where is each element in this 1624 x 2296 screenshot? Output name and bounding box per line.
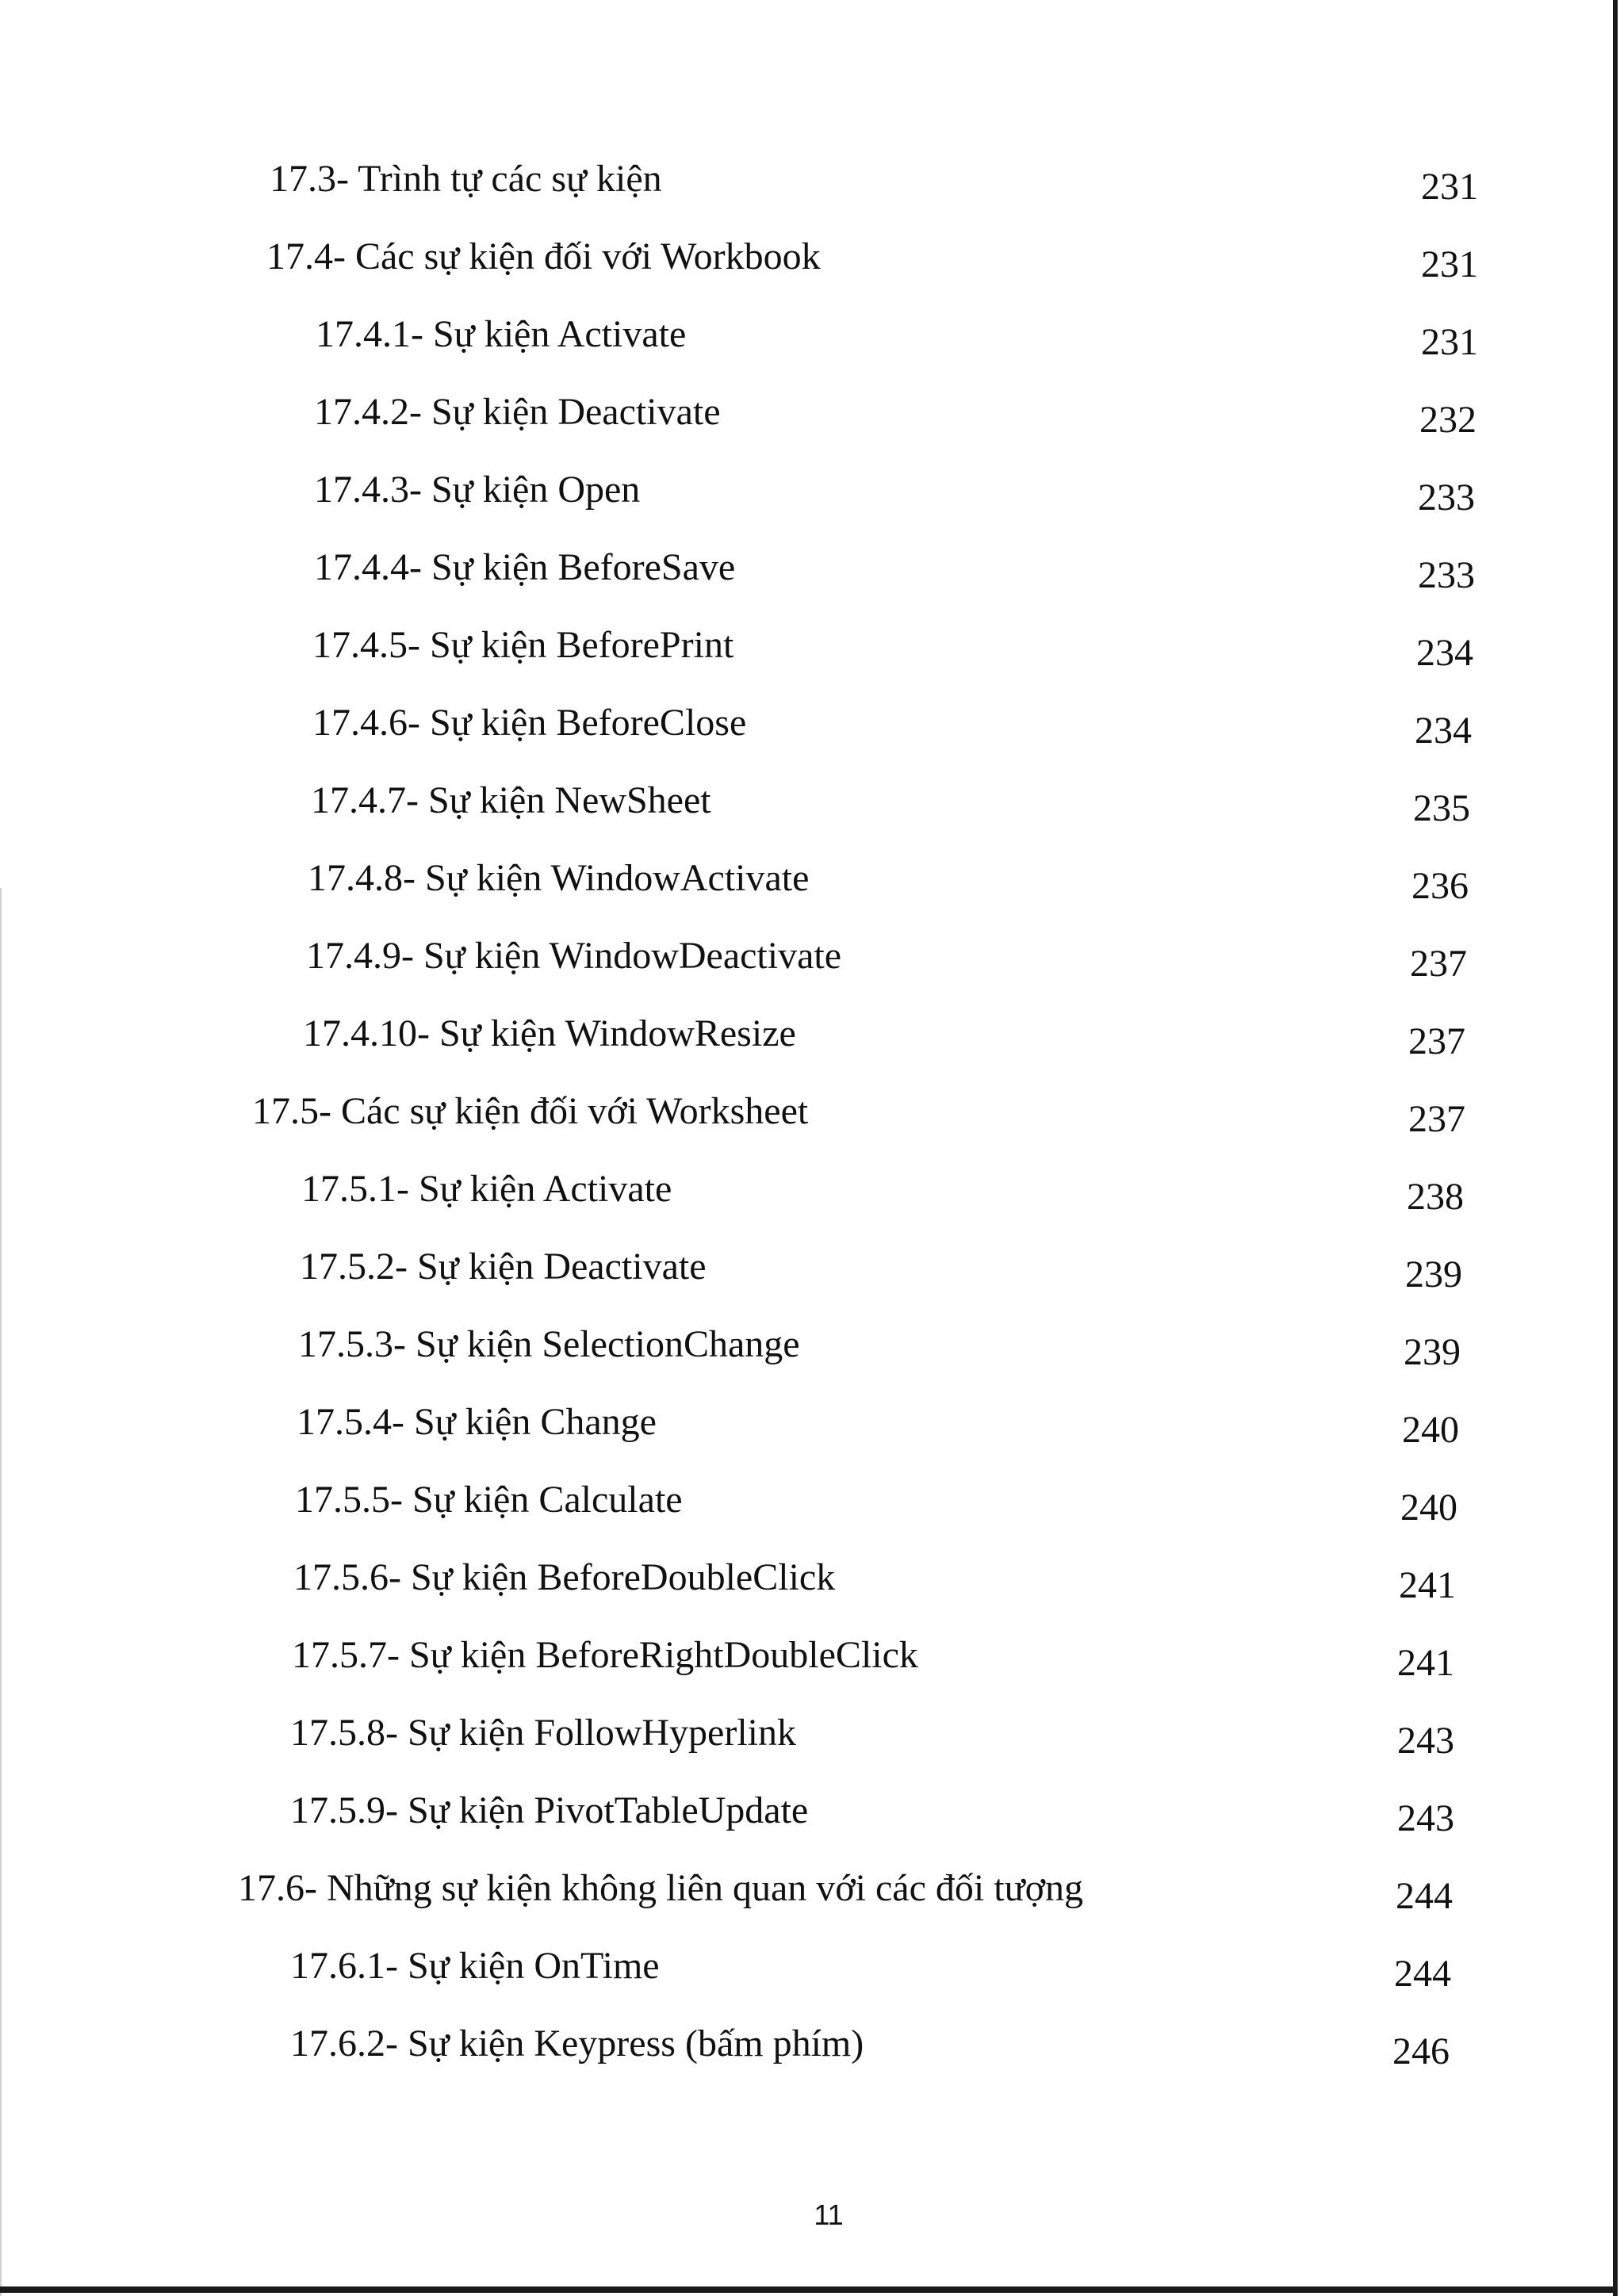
toc-entry-text: Sự kiện BeforeClose <box>429 702 747 744</box>
toc-entry-page: 243 <box>1397 1720 1454 1762</box>
toc-entry-text: Sự kiện WindowActivate <box>424 857 810 899</box>
toc-entry-text: Các sự kiện đối với Workbook <box>354 235 821 277</box>
toc-entry-number: 17.5- <box>252 1090 331 1132</box>
toc-entry-text: Sự kiện PivotTableUpdate <box>407 1789 809 1831</box>
toc-entry-title <box>297 1399 657 1446</box>
toc-entry-number: 17.4.7- <box>311 779 419 821</box>
toc-entry-number: 17.5.4- <box>297 1401 404 1443</box>
toc-entry-text: Sự kiện OnTime <box>407 1945 660 1987</box>
toc-entry-number: 17.6- <box>238 1867 317 1909</box>
toc-entry-page: 244 <box>1396 1875 1453 1917</box>
toc-entry <box>0 777 1610 829</box>
toc-entry-title <box>270 155 662 203</box>
toc-entry-number: 17.4.9- <box>306 935 414 977</box>
toc-entry-page: 236 <box>1411 865 1469 907</box>
toc-entry-text: Sự kiện WindowResize <box>439 1012 796 1054</box>
toc-entry-number: 17.5.6- <box>293 1556 401 1598</box>
toc-entry <box>0 466 1610 519</box>
toc-entry <box>0 388 1610 441</box>
toc-entry-number: 17.4.1- <box>316 313 423 355</box>
toc-entry <box>0 1010 1610 1062</box>
toc-entry-number: 17.4.8- <box>308 857 416 899</box>
toc-entry-title <box>301 1165 672 1213</box>
toc-entry-page: 246 <box>1392 2030 1450 2072</box>
toc-entry-number: 17.5.3- <box>298 1323 406 1365</box>
toc-entry-title <box>303 1010 796 1058</box>
toc-entry-page: 231 <box>1421 243 1478 285</box>
toc-entry-title <box>290 1787 808 1835</box>
toc-entry <box>0 1554 1610 1606</box>
toc-entry <box>0 699 1610 752</box>
toc-entry-number: 17.5.1- <box>301 1168 409 1210</box>
toc-entry-text: Sự kiện WindowDeactivate <box>423 935 842 977</box>
toc-entry-page: 238 <box>1407 1176 1464 1218</box>
toc-entry-page: 237 <box>1408 1098 1465 1140</box>
toc-entry-number: 17.4.3- <box>314 469 422 511</box>
toc-entry-title <box>293 1554 835 1601</box>
toc-entry-number: 17.3- <box>270 158 349 200</box>
toc-entry <box>0 1243 1610 1295</box>
toc-entry-number: 17.4.4- <box>314 546 422 588</box>
toc-entry-text: Sự kiện Activate <box>418 1168 672 1210</box>
toc-entry-number: 17.4.2- <box>314 391 422 433</box>
page-number: 11 <box>814 2198 844 2231</box>
toc-entry <box>0 932 1610 985</box>
toc-entry-title <box>295 1476 683 1524</box>
toc-entry <box>0 1321 1610 1373</box>
toc-entry-text: Sự kiện FollowHyperlink <box>407 1712 796 1754</box>
toc-entry-page: 239 <box>1404 1331 1461 1373</box>
toc-entry <box>0 2020 1610 2072</box>
toc-entry-text: Sự kiện BeforeDoubleClick <box>410 1556 836 1598</box>
toc-entry-number: 17.4- <box>266 235 346 277</box>
toc-entry-number: 17.4.5- <box>312 624 420 666</box>
toc-entry-page: 241 <box>1399 1564 1456 1606</box>
toc-entry <box>0 855 1610 907</box>
toc-entry <box>0 544 1610 596</box>
toc-entry-title <box>316 311 686 358</box>
toc-entry-number: 17.5.7- <box>292 1634 400 1676</box>
toc-entry-number: 17.5.5- <box>295 1479 403 1521</box>
toc-entry-page: 233 <box>1418 554 1475 596</box>
toc-entry-text: Sự kiện Keypress (bấm phím) <box>407 2022 864 2064</box>
toc-entry-title <box>292 1632 918 1679</box>
toc-entry <box>0 233 1610 285</box>
toc-entry <box>0 1088 1610 1140</box>
toc-entry-text: Sự kiện Deactivate <box>431 391 721 433</box>
toc-entry-text: Các sự kiện đối với Worksheet <box>340 1090 809 1132</box>
toc-entry-page: 239 <box>1405 1253 1462 1295</box>
toc-entry-page: 231 <box>1421 321 1478 363</box>
toc-entry <box>0 1399 1610 1451</box>
toc-entry-text: Trình tự các sự kiện <box>358 158 662 200</box>
toc-entry-text: Những sự kiện không liên quan với các đối tượng <box>326 1867 1083 1909</box>
toc-entry-text: Sự kiện Activate <box>432 313 687 355</box>
toc-entry-page: 234 <box>1416 632 1473 674</box>
toc-entry-text: Sự kiện Calculate <box>412 1479 683 1521</box>
toc-entry <box>0 311 1610 363</box>
toc-entry-number: 17.5.9- <box>290 1789 398 1831</box>
toc-entry-title <box>308 855 809 902</box>
toc-entry-number: 17.4.6- <box>312 702 420 744</box>
toc-entry-text: Sự kiện Deactivate <box>416 1246 707 1288</box>
toc-entry-page: 240 <box>1402 1409 1459 1451</box>
toc-entry-number: 17.5.2- <box>300 1246 408 1288</box>
toc-entry-page: 233 <box>1418 476 1475 519</box>
toc-entry-title <box>290 2020 864 2068</box>
toc-entry <box>0 1632 1610 1684</box>
toc-entry-page: 241 <box>1397 1642 1454 1684</box>
toc-entry-page: 232 <box>1419 399 1477 441</box>
toc-entry-title <box>290 1709 796 1757</box>
toc-entry-number: 17.4.10- <box>303 1012 430 1054</box>
toc-entry-text: Sự kiện Open <box>431 469 641 511</box>
toc-entry-title <box>290 1942 660 1990</box>
toc-entry-number: 17.6.2- <box>290 2022 398 2064</box>
toc-entry-title <box>312 699 746 747</box>
toc-entry-title <box>312 622 733 669</box>
toc-entry-text: Sự kiện NewSheet <box>427 779 711 821</box>
toc-entry-title <box>300 1243 707 1291</box>
toc-entry-text: Sự kiện BeforeRightDoubleClick <box>408 1634 918 1676</box>
toc-entry-title <box>252 1088 808 1135</box>
toc-entry-title <box>266 233 821 281</box>
toc-entry <box>0 1709 1610 1762</box>
toc-entry-page: 237 <box>1410 943 1467 985</box>
toc-entry <box>0 1787 1610 1839</box>
toc-entry-title <box>314 544 735 591</box>
toc-entry-title <box>238 1865 1083 1912</box>
toc-entry-title <box>311 777 711 825</box>
toc-entry-title <box>314 466 640 514</box>
toc-entry-text: Sự kiện Change <box>413 1401 657 1443</box>
toc-entry-page: 240 <box>1400 1487 1457 1529</box>
toc-entry <box>0 1165 1610 1218</box>
toc-entry-text: Sự kiện BeforeSave <box>431 546 736 588</box>
toc-entry-title <box>306 932 841 980</box>
toc-entry <box>0 155 1610 208</box>
toc-entry <box>0 622 1610 674</box>
toc-entry-number: 17.5.8- <box>290 1712 398 1754</box>
toc-entry <box>0 1942 1610 1995</box>
toc-entry-title <box>298 1321 800 1368</box>
toc-entry-text: Sự kiện BeforePrint <box>429 624 734 666</box>
toc-entry-title <box>314 388 721 436</box>
toc-entry-page: 237 <box>1408 1020 1465 1062</box>
toc-entry <box>0 1865 1610 1917</box>
toc-entry-page: 244 <box>1394 1953 1451 1995</box>
toc-entry <box>0 1476 1610 1529</box>
toc-entry-text: Sự kiện SelectionChange <box>415 1323 800 1365</box>
toc-entry-page: 243 <box>1397 1797 1454 1839</box>
toc-entry-page: 234 <box>1415 710 1472 752</box>
toc-entry-page: 231 <box>1421 166 1478 208</box>
toc-entry-number: 17.6.1- <box>290 1945 398 1987</box>
toc-entry-page: 235 <box>1413 787 1470 829</box>
